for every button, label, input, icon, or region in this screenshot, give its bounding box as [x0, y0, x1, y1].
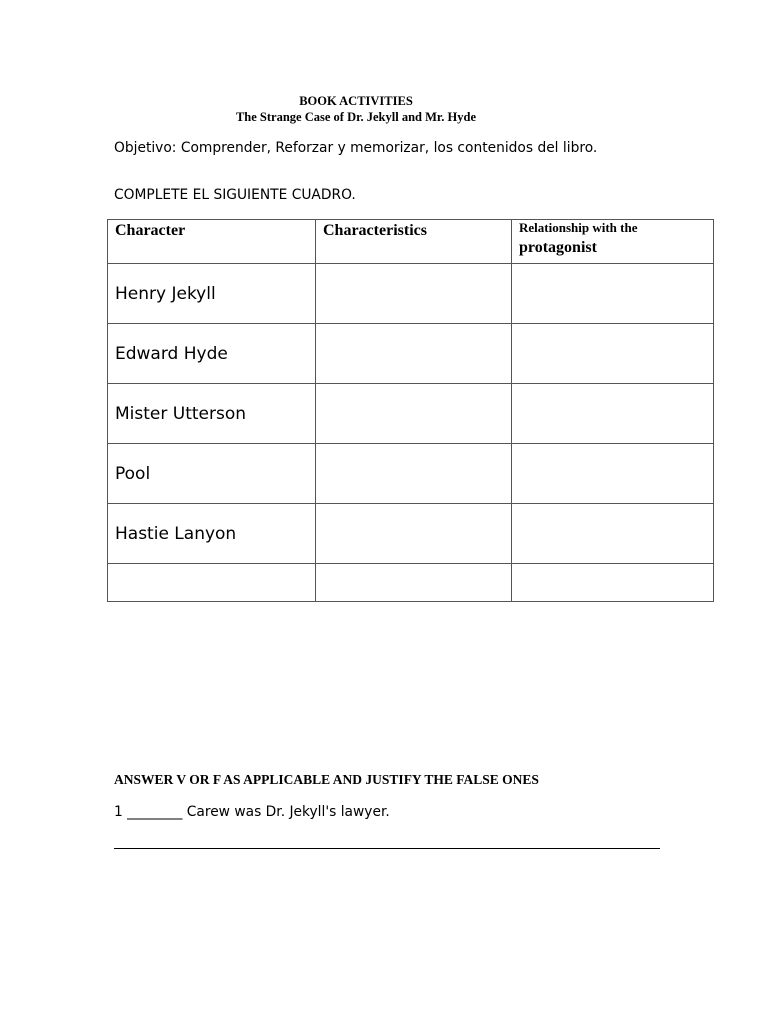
cell-characteristics[interactable]	[316, 504, 512, 564]
character-table	[107, 219, 714, 602]
instruction-text: COMPLETE EL SIGUIENTE CUADRO.	[114, 187, 356, 203]
cell-relationship[interactable]	[512, 384, 714, 444]
cell-relationship[interactable]	[512, 564, 714, 602]
column-header-characteristics: Characteristics	[316, 220, 512, 264]
cell-character: Henry Jekyll	[108, 264, 316, 324]
cell-characteristics[interactable]	[316, 444, 512, 504]
cell-characteristics[interactable]	[316, 324, 512, 384]
cell-relationship[interactable]	[512, 504, 714, 564]
cell-characteristics[interactable]	[316, 384, 512, 444]
cell-character: Hastie Lanyon	[108, 504, 316, 564]
question-item: 1 ________ Carew was Dr. Jekyll's lawyer.	[114, 804, 390, 820]
table-row	[108, 324, 714, 384]
cell-relationship[interactable]	[512, 264, 714, 324]
table-row	[108, 444, 714, 504]
cell-character[interactable]	[108, 564, 316, 602]
column-header-relationship: Relationship with the protagonist	[512, 220, 714, 264]
cell-relationship[interactable]	[512, 324, 714, 384]
table-row	[108, 264, 714, 324]
cell-character: Pool	[108, 444, 316, 504]
page-title: BOOK ACTIVITIES	[299, 94, 413, 108]
cell-relationship[interactable]	[512, 444, 714, 504]
section-title-true-false: ANSWER V OR F AS APPLICABLE AND JUSTIFY THE FALSE ONES	[114, 772, 539, 787]
table-row	[108, 564, 714, 602]
answer-line[interactable]	[114, 848, 660, 849]
cell-character: Mister Utterson	[108, 384, 316, 444]
table-row	[108, 384, 714, 444]
page-subtitle: The Strange Case of Dr. Jekyll and Mr. Hyde	[235, 110, 477, 124]
table-row	[108, 504, 714, 564]
cell-characteristics[interactable]	[316, 564, 512, 602]
column-header-character: Character	[108, 220, 316, 264]
objective-text: Objetivo: Comprender, Reforzar y memorizar, los contenidos del libro.	[114, 140, 598, 156]
table-header-row	[108, 220, 714, 264]
cell-characteristics[interactable]	[316, 264, 512, 324]
cell-character: Edward Hyde	[108, 324, 316, 384]
